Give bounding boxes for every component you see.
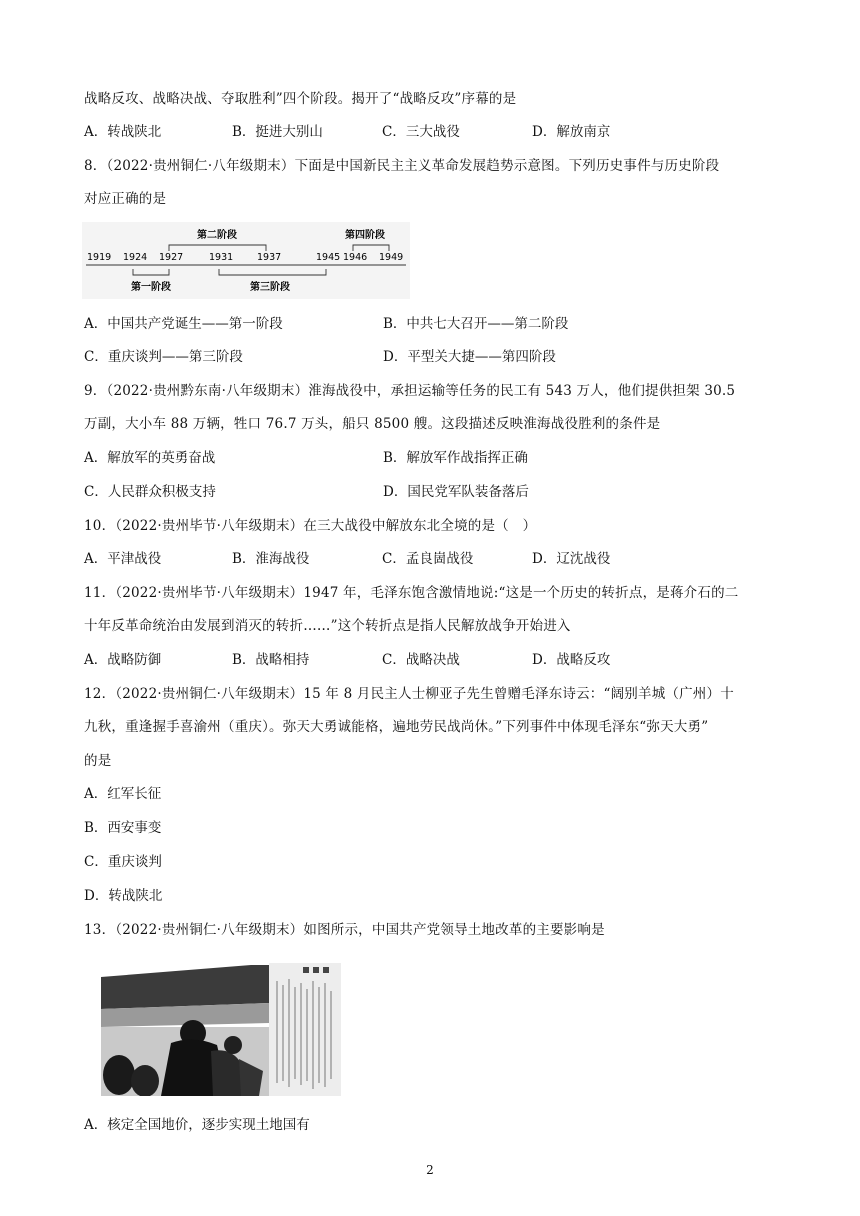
q12-option-d: D．转战陕北 — [84, 888, 163, 904]
q12-option-a: A．红军长征 — [84, 786, 162, 802]
q9-option-c: C．人民群众积极支持 — [84, 484, 216, 500]
land-reform-photo — [101, 963, 341, 1096]
stage3-label: 第三阶段 — [250, 282, 290, 293]
q10-option-a: A．平津战役 — [84, 551, 162, 567]
q10-option-b: B．淮海战役 — [232, 551, 310, 567]
q8-option-c: C．重庆谈判——第三阶段 — [84, 349, 243, 365]
stage4-bracket — [353, 245, 389, 251]
q8-stem-line-2: 对应正确的是 — [84, 191, 167, 207]
stage2-bracket — [169, 245, 266, 251]
q12-stem-line-2: 九秋，重逢握手喜渝州（重庆）。弥天大勇诚能格，遍地劳民战尚休。”下列事件中体现毛泽东“弥天大勇” — [84, 719, 709, 735]
year-label: 1919 — [87, 252, 112, 263]
q8-option-a: A．中国共产党诞生——第一阶段 — [84, 316, 283, 332]
stage4-label: 第四阶段 — [345, 230, 385, 241]
q10-option-d: D．辽沈战役 — [532, 551, 611, 567]
q10-option-c: C．孟良崮战役 — [382, 551, 474, 567]
year-label: 1924 — [123, 252, 148, 263]
q9-option-a: A．解放军的英勇奋战 — [84, 450, 216, 466]
land-reform-photo-drawing — [101, 963, 341, 1096]
q13-stem-line: 13．（2022·贵州铜仁·八年级期末）如图所示，中国共产党领导土地改革的主要影响是 — [84, 922, 605, 938]
timeline-svg — [82, 222, 410, 299]
revolution-timeline-diagram — [82, 222, 410, 299]
q11-option-d: D．战略反攻 — [532, 652, 611, 668]
q7-option-b: B．挺进大别山 — [232, 124, 323, 140]
year-label: 1931 — [209, 252, 234, 263]
stage2-label: 第二阶段 — [197, 230, 237, 241]
q7-stem-line: 战略反攻、战略决战、夺取胜利”四个阶段。揭开了“战略反攻”序幕的是 — [84, 91, 517, 107]
q8-stem-line-1: 8．（2022·贵州铜仁·八年级期末）下面是中国新民主主义革命发展趋势示意图。下列历史事件与历史阶段 — [84, 158, 720, 174]
q11-option-b: B．战略相持 — [232, 652, 310, 668]
stage1-bracket — [133, 269, 169, 275]
q8-option-d: D．平型关大捷——第四阶段 — [383, 349, 556, 365]
page-number: 2 — [426, 1163, 434, 1177]
q12-option-c: C．重庆谈判 — [84, 854, 162, 870]
q7-option-a: A．转战陕北 — [84, 124, 162, 140]
year-label: 1949 — [379, 252, 404, 263]
q11-option-a: A．战略防御 — [84, 652, 162, 668]
q7-option-d: D．解放南京 — [532, 124, 611, 140]
year-label: 1927 — [159, 252, 184, 263]
stage3-bracket — [219, 269, 326, 275]
q9-option-b: B．解放军作战指挥正确 — [383, 450, 528, 466]
stage1-label: 第一阶段 — [131, 282, 171, 293]
q12-stem-line-1: 12．（2022·贵州铜仁·八年级期末）15 年 8 月民主人士柳亚子先生曾赠毛泽东诗云：“阔别羊城（广州）十 — [84, 686, 734, 702]
q7-option-c: C．三大战役 — [382, 124, 460, 140]
q9-stem-line-1: 9．（2022·贵州黔东南·八年级期末）淮海战役中，承担运输等任务的民工有 543 万人，他们提供担架 30.5 — [84, 383, 736, 399]
q9-stem-line-2: 万副，大小车 88 万辆，牲口 76.7 万头，船只 8500 艘。这段描述反映淮海战役胜利的条件是 — [84, 416, 661, 432]
q8-option-b: B．中共七大召开——第二阶段 — [383, 316, 569, 332]
q12-stem-line-3: 的是 — [84, 753, 112, 769]
q11-stem-line-1: 11．（2022·贵州毕节·八年级期末）1947 年，毛泽东饱含激情地说:“这是一个历史的转折点，是蒋介石的二 — [84, 585, 739, 601]
year-label: 1945 — [316, 252, 341, 263]
q12-option-b: B．西安事变 — [84, 820, 162, 836]
q10-stem-line: 10．（2022·贵州毕节·八年级期末）在三大战役中解放东北全境的是（ ） — [84, 518, 537, 534]
q11-stem-line-2: 十年反革命统治由发展到消灭的转折……”这个转折点是指人民解放战争开始进入 — [84, 618, 571, 634]
q9-option-d: D．国民党军队装备落后 — [383, 484, 529, 500]
year-label: 1946 — [343, 252, 368, 263]
q11-option-c: C．战略决战 — [382, 652, 460, 668]
q13-option-a: A．核定全国地价，逐步实现土地国有 — [84, 1117, 310, 1133]
year-label: 1937 — [257, 252, 282, 263]
